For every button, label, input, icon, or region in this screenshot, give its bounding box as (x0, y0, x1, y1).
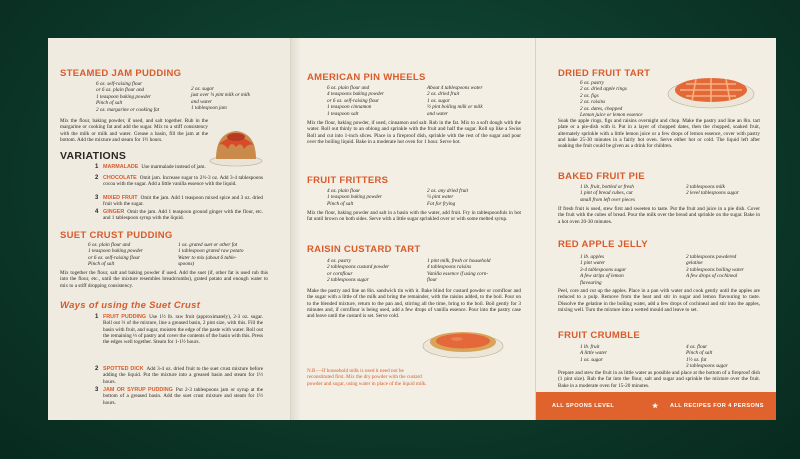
fold-shadow (291, 38, 301, 420)
dried-method: Soak the apple rings, figs and raisins overnight and chop. Make the pastry and line an 8in. tart plate or a pie-dish with it. Put in a layer of chopped dates, then the chopped, soaked fruit, alternately sprinkle with a little lemon juice or a few drops of lemon essence, cover with pastry and bake 25-30 minutes in a fairly hot oven. Serve either hot or cold. The liquid left after soaking the fruit could be given as a drink for children. (558, 118, 760, 150)
middle-panel (290, 38, 535, 420)
crumble-ingredients-b: 4 oz. flour Pinch of salt 1½ oz. fat 3 tablespoons sugar (686, 344, 728, 370)
variation-item: MARMALADE Use marmalade instead of jam. (103, 164, 206, 170)
recipe-leaflet (48, 38, 776, 420)
pudding-illustration (208, 123, 264, 167)
custard-tart-illustration (421, 320, 505, 360)
footer-banner (536, 392, 776, 420)
baked-fruit-pie-title: BAKED FRUIT PIE (558, 171, 645, 182)
steamed-ingredients-a: 6 oz. self-raising flour or 6 oz. plain flour and 1 teaspoon baking powder Pinch of salt 2 oz. margarine or cooking fat (96, 81, 160, 113)
crumble-ingredients-a: 1 lb. fruit A little water 1 oz. sugar (580, 344, 607, 363)
variations-title: VARIATIONS (60, 150, 127, 162)
steamed-jam-title: STEAMED JAM PUDDING (60, 68, 182, 79)
left-panel (48, 38, 290, 420)
fritters-ingredients-a: 4 oz. plain flour 1 teaspoon baking powder Pinch of salt (327, 188, 382, 207)
suet-crust-title: SUET CRUST PUDDING (60, 230, 173, 241)
fritters-method: Mix the flour, baking powder and salt in a basin with the water, add fruit. Fry in tablespoonfuls in hot fat until brown on both sides. Serve with a little sugar sprinkled over or with some melted syrup. (307, 210, 521, 223)
jelly-ingredients-a: 1 lb. apples 1 pint water 3-4 tablespoons sugar A few strips of lemon flavouring (580, 254, 627, 286)
suet-method: Mix together the flour, salt and baking powder if used. Add the suet (if, other fat is used rub this into the flour, etc., until the mixture resembles breadcrumbs), grated potato and enough water to mix to a stiff dropping consistency. (60, 270, 268, 289)
bread-ingredients-b: 3 tablespoons milk 2 level tablespoons sugar (686, 184, 739, 197)
variation-item: CHOCOLATE Omit jam. Increase sugar to 2½-3 oz. Add 3-4 tablespoons cocoa with the sugar. Add a little vanilla essence with the liquid. (103, 175, 263, 188)
variation-item: GINGER Omit the jam. Add 1 teaspoon ground ginger with the flour, etc. and 1 tablespoon syrup with the liquid. (103, 209, 263, 222)
fritters-ingredients-b: 2 oz. any dried fruit ¼ pint water Fat for frying (427, 188, 469, 207)
footer-recipes-for-four: ALL RECIPES FOR 4 PERSONS (670, 403, 764, 409)
variation-number: 4 (95, 209, 99, 215)
crumble-method: Prepare and stew the fruit in as little water as possible and place at the bottom of a fireproof dish (1 pint size). Rub the fat into the flour, salt and sugar and sprinkle the mixture over the fruit. Bake in a moderate oven for 15-20 minutes. (558, 370, 760, 389)
variation-number: 2 (95, 175, 99, 181)
ways-number: 2 (95, 366, 99, 372)
household-milk-note: N.B.—If household milk is used it need not be reconstituted first. Mix the dry powder with the custard powder and sugar, using water in place of the liquid milk. (307, 368, 427, 387)
custard-tart-title: RAISIN CUSTARD TART (307, 244, 421, 255)
dried-fruit-tart-title: DRIED FRUIT TART (558, 68, 651, 79)
ways-number: 3 (95, 387, 99, 393)
right-panel (535, 38, 776, 420)
steamed-ingredients-b: 2 oz. sugar just over ¼ pint milk or milk and water 1 tablespoon jam (191, 86, 250, 112)
red-apple-jelly-title: RED APPLE JELLY (558, 239, 648, 250)
bread-method: If fresh fruit is used, stew first and sweeten to taste. Put the fruit and juice in a pie dish. Cover the fruit with the cubes of bread. Pour the milk over the bread and sprinkle on the sugar. Bake in a hot oven 20-30 minutes. (558, 206, 760, 225)
pinwheels-ingredients-b: About 4 tablespoons water 2 oz. dried fruit 1 oz. sugar ½ pint boiling milk or milk and water (427, 85, 483, 117)
variation-number: 1 (95, 164, 99, 170)
ways-item: JAM OR SYRUP PUDDING Put 2-3 tablespoons jam or syrup at the bottom of a greased basin. Add the suet crust mixture and steam for 1½ hours. (103, 387, 263, 406)
ways-item: SPOTTED DICK Add 3-4 oz. dried fruit to the suet crust mixture before adding the liquid. Put the mixture into a greased basin and steam for 1½ hours. (103, 366, 264, 385)
custard-ingredients-a: 4 oz. pastry 2 tablespoons custard powder or cornflour 2 tablespoons sugar (327, 258, 390, 284)
variation-item: MIXED FRUIT Omit the jam. Add 1 teaspoon mixed spice and 3 oz. dried fruit with the sugar. (103, 195, 263, 208)
fruit-tart-illustration (666, 66, 756, 110)
pin-wheels-title: AMERICAN PIN WHEELS (307, 72, 426, 83)
pinwheels-ingredients-a: 6 oz. plain flour and 4 teaspoons baking powder or 6 oz. self-raising flour 1 teaspoon cinnamon 1 teaspoon salt (327, 85, 384, 117)
steamed-method: Mix the flour, baking powder, if used, and salt together. Rub in the margarine or cooking fat and add the sugar. Mix to a stiff consistency with the milk or milk and water. Grease a basin, fill the jam at the bottom. Add the mixture and steam for 1½ hours. (60, 118, 208, 143)
bread-ingredients-a: 1 lb. fruit, bottled or fresh 1 pint of bread cubes, cut small from left over pieces (580, 184, 635, 203)
star-icon: ★ (652, 403, 659, 410)
jelly-method: Peel, core and cut up the apples. Place in a pan with water and cook gently until the apples are reduced to a pulp. Remove from the heat and stir in sugar and lemon flavouring to taste. Dissolve the gelatine in the boiling water, add a few drops of cochineal and stir into the apples, mixing well. Turn the mixture into a wetted mould and leave to set. (558, 288, 760, 313)
custard-ingredients-b: 1 pint milk, fresh or household 4 tablespoons raisins Vanilla essence if using corn- flour (427, 258, 491, 284)
fruit-crumble-title: FRUIT CRUMBLE (558, 330, 641, 341)
jelly-ingredients-b: 2 tablespoons powdered gelatine 3 tablespoons boiling water A few drops of cochineal (686, 254, 744, 280)
pinwheels-method: Mix the flour, baking powder, if used, cinnamon and salt. Rub in the fat. Mix to a soft dough with the water. Roll out thinly to an oblong and sprinkle with the fruit and half the sugar. Roll up like a Swiss Roll and cut into 1-inch slices. Place in a fireproof dish, sprinkle with the rest of the sugar and pour over the boiling liquid. Bake in a moderate hot oven for 1 hour. Serve hot. (307, 120, 521, 145)
suet-ingredients-b: 1 oz. grated suet or other fat 1 tablespoon grated raw potato Water to mix (about 6 table- spoons) (178, 242, 244, 268)
variation-number: 3 (95, 195, 99, 201)
ways-item: FRUIT PUDDING Use 1½ lb. raw fruit (approximately), 2-3 oz. sugar. Roll out ⅔ of the mixture, line a greased basin, 2 pint size, with this. Fill the basin with fruit, and sugar, moisten the edge of the paste with water. Roll out the remaining ⅓ of pastry and cover the contents of the basin with this. Press the edges well together. Steam for 1-1½ hours. (103, 314, 263, 346)
custard-method-top: Make the pastry and line an 8in. sandwich tin with it. Bake blind for custard powder or cornflour and the sugar with a little of the milk and bring the remainder, with the raisins added, to the boil. Pour on to the blended mixture, return to the pan and, stirring all the time, bring to the boil. Boil gently for 3 minutes and, if cornflour is being used, add a few drops of vanilla essence. Pour into the pastry case and leave until the custard is set. Serve cold. (307, 288, 521, 320)
fritters-title: FRUIT FRITTERS (307, 175, 389, 186)
suet-ingredients-a: 6 oz. plain flour and 1 teaspoon baking powder or 6 oz. self-raising flour Pinch of salt (88, 242, 143, 268)
ways-title: Ways of using the Suet Crust (60, 300, 201, 311)
dried-ingredients: 6 oz. pastry 2 oz. dried apple rings 2 oz. figs 2 oz. raisins 2 oz. dates, chopped Lemon juice or lemon essence (580, 80, 643, 119)
ways-number: 1 (95, 314, 99, 320)
footer-spoons-level: ALL SPOONS LEVEL (552, 403, 615, 409)
